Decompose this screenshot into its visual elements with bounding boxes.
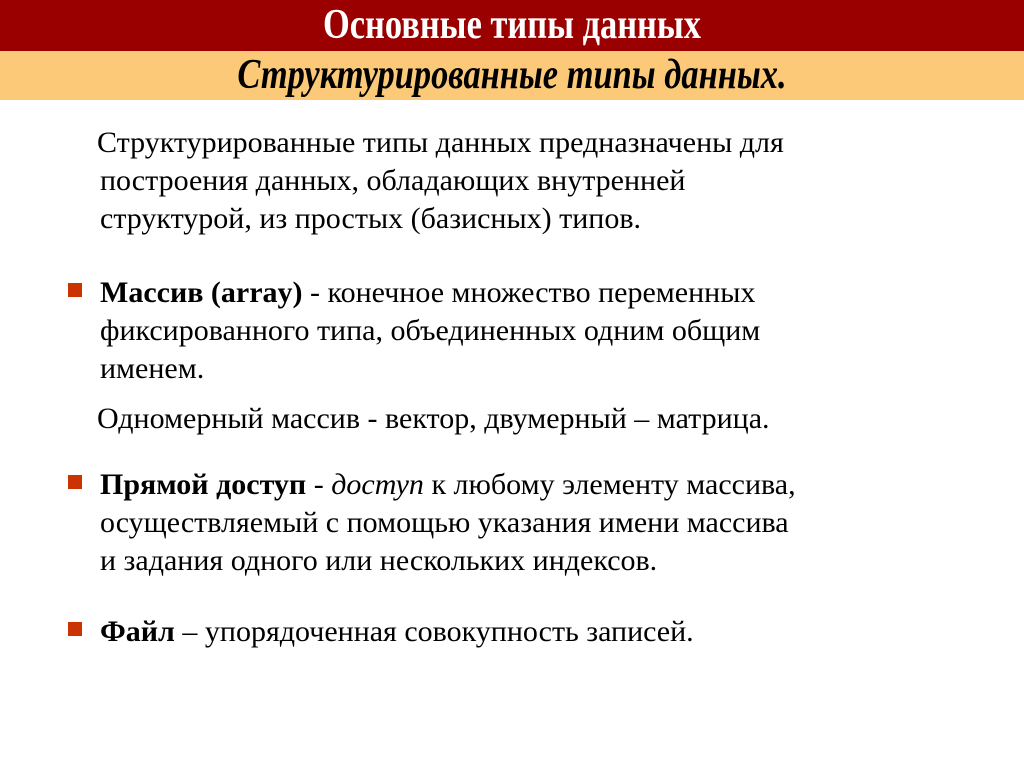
- definition-text: - конечное множество переменных: [302, 276, 756, 309]
- term-file: Файл: [100, 615, 175, 648]
- array-note: Одномерный массив - вектор, двумерный – матрица.: [97, 402, 770, 435]
- slide-title: Основные типы данных: [322, 2, 702, 48]
- term-array: Массив (array): [100, 276, 303, 309]
- slide-subtitle: Структурированные типы данных.: [237, 52, 787, 98]
- intro-line: Структурированные типы данных предназначены для: [97, 126, 784, 159]
- definition-text: – упорядоченная совокупность записей.: [174, 615, 694, 648]
- definition-line: осуществляемый с помощью указания имени массива: [100, 506, 789, 539]
- definition-line: фиксированного типа, объединенных одним общим: [100, 314, 761, 347]
- bullet-square-icon: [68, 283, 82, 297]
- italic-word: доступ: [331, 468, 424, 501]
- definition-line: и задания одного или нескольких индексов.: [100, 544, 658, 577]
- bullet-square-icon: [68, 475, 82, 489]
- bullet-square-icon: [68, 622, 82, 636]
- term-direct-access: Прямой доступ: [100, 468, 307, 501]
- bullet-file: [100, 613, 694, 651]
- intro-line: структурой, из простых (базисных) типов.: [100, 202, 642, 235]
- separator: -: [306, 468, 332, 501]
- intro-line: построения данных, обладающих внутренней: [100, 164, 686, 197]
- bullet-array: [100, 274, 760, 388]
- definition-line: именем.: [100, 352, 205, 385]
- definition-text: к любому элементу массива,: [423, 468, 796, 501]
- bullet-direct-access: [100, 466, 796, 580]
- intro-paragraph: [97, 124, 784, 238]
